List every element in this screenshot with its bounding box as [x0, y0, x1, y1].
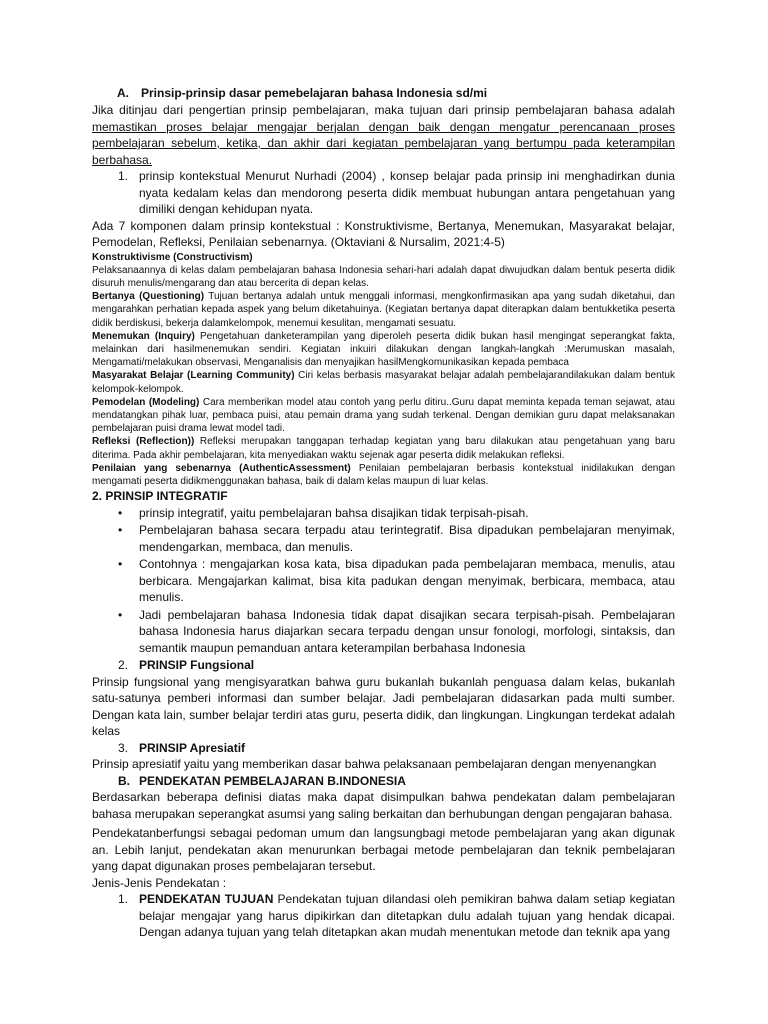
section-a-heading [92, 85, 675, 101]
integratif-heading: 2. PRINSIP INTEGRATIF [92, 489, 228, 504]
kontekstual-item [92, 168, 675, 218]
pendekatan-tujuan-number: 1. [118, 892, 129, 907]
bullet-icon: • [118, 607, 123, 622]
section-b-number: B. [118, 773, 130, 788]
komponen-desc: Ciri kelas berbasis masyarakat belajar adalah pembelajarandilakukan dalam bentuk kelompok-kelompok. [92, 370, 675, 395]
komponen-desc: Penilaian pembelajaran berbasis kontekstual inidilakukan dengan mengamati peserta didikmenggunakan bahasa, baik di dalam kelas maupun di luar kelas. [92, 462, 676, 487]
fungsional-heading [92, 657, 675, 674]
list-item [92, 522, 675, 555]
list-item-text: Contohnya : mengajarkan kosa kata, bisa dipadukan pada pembelajaran membaca, menulis, atau berbicara. Mengajarkan kalimat, bisa kita padukan dengan menyimak, berbicara, membaca, atau menulis. [139, 557, 675, 605]
document-body [92, 85, 675, 941]
section-b-heading [92, 773, 675, 790]
intro-underlined: memastikan proses belajar mengajar berjalan dengan baik dengan mengatur perencanaan proses pembelajaran sebelum, ketika, dan akhir dari kegiatan pembelajaran yang bertumpu pada keterampilan berbahasa. [92, 119, 675, 167]
komponen-term: Konstruktivisme (Constructivism) [92, 251, 253, 263]
kontekstual-item-text: prinsip kontekstual Menurut Nurhadi (2004) , konsep belajar pada prinsip ini menghadirkan dunia nyata kedalam kelas dan mendorong peserta didik membuat hubungan antara pengetahuan yang dimiliki dengan kehidupan nyata. [139, 169, 675, 216]
komponen-refleksi [92, 435, 675, 461]
komponen-menemukan [92, 330, 675, 370]
intro-lead: Jika ditinjau dari pengertian prinsip pembelajaran, maka tujuan dari prinsip pembelajaran bahasa adalah [92, 103, 675, 117]
pendekatan-tujuan-term: PENDEKATAN TUJUAN [139, 892, 274, 907]
jenis-label: Jenis-Jenis Pendekatan : [92, 875, 227, 890]
bullet-icon: • [118, 505, 123, 520]
bullet-icon: • [118, 557, 123, 572]
komponen-pemodelan [92, 396, 675, 436]
komponen-term: Masyarakat Belajar (Learning Community) [92, 370, 295, 382]
komponen-desc: Pelaksanaannya di kelas dalam pembelajaran bahasa Indonesia sehari-hari adalah dapat diwujudkan dalam bentuk peserta didik disuruh menulis/mengarang dan atau bercerita di depan kelas. [92, 264, 675, 289]
apresiatif-title: PRINSIP Apresiatif [139, 740, 246, 755]
section-a-title: Prinsip-prinsip dasar pemebelajaran bahasa Indonesia sd/mi [141, 86, 488, 100]
komponen-term: Menemukan (Inquiry) [92, 330, 195, 342]
komponen-desc: Refleksi merupakan tanggapan terhadap kegiatan yang baru dilakukan atau pengetahuan yang baru diterima. Pada akhir pembelajaran, kita menyediakan waktu sejenak agar peserta didik melakukan refleksi. [92, 436, 676, 461]
komponen-desc: Pengetahuan danketerampilan yang diperoleh peserta didik bukan hasil mengingat seperangkat fakta, melainkan dari hasilmenemukan sendiri. Kegiatan inkuiri dilakukan dengan langkah-langkah :Merumuskan masalah, Mengamati/melakukan observasi, Menganalisis dan menyajikan hasilMengkomunikasikan kepada pembaca [92, 330, 675, 369]
fungsional-number: 2. [118, 658, 129, 673]
intro-paragraph [92, 102, 675, 168]
apresiatif-number: 3. [118, 740, 129, 755]
pendekatan-tujuan-item [92, 891, 675, 941]
komponen-term: Penilaian yang sebenarnya (AuthenticAssessment) [92, 462, 351, 474]
list-item-text: prinsip integratif, yaitu pembelajaran bahsa disajikan tidak terpisah-pisah. [139, 505, 529, 520]
kontekstual-item-number: 1. [118, 169, 129, 183]
komponen-term: Pemodelan (Modeling) [92, 396, 200, 408]
bullet-icon: • [118, 523, 123, 538]
list-item-text: Jadi pembelajaran bahasa Indonesia tidak dapat disajikan secara terpisah-pisah. Pembelajaran bahasa Indonesia harus diajarkan secara terpadu dengan unsur fonologi, morfologi, sintaksis, dan semantik maupun pemanduan antara keterampilan berbahasa Indonesia [139, 607, 675, 655]
komponen-paragraph: Ada 7 komponen dalam prinsip kontekstual : Konstruktivisme, Bertanya, Menemukan, Masyarakat belajar, Pemodelan, Refleksi, Penilaian sebenarnya. (Oktaviani & Nursalim, 2021:4-5) [92, 218, 675, 249]
list-item [92, 607, 675, 657]
komponen-term: Refleksi (Reflection)) [92, 436, 195, 448]
apresiatif-heading [92, 740, 675, 757]
komponen-desc: Cara memberikan model atau contoh yang perlu ditiru..Guru dapat meminta kepada teman sejawat, atau mendatangkan pihak luar, pembaca puisi, atau pemain drama yang sudah terkenal. Dengan demikian guru dapat melaksanakan pembelajaran puisi drama lewat model tadi. [92, 396, 675, 435]
list-item [92, 505, 675, 522]
pendekatan-tujuan-body [139, 891, 675, 941]
fungsional-title: PRINSIP Fungsional [139, 658, 255, 673]
komponen-penilaian [92, 462, 675, 488]
komponen-bertanya [92, 290, 675, 330]
section-b-paragraph-1: Berdasarkan beberapa definisi diatas maka dapat disimpulkan bahwa pendekatan dalam pembelajaran bahasa merupakan seperangkat asumsi yang saling berkaitan dan berhubungan dengan pengajaran bahasa. [92, 790, 675, 821]
komponen-konstruktivisme [92, 251, 675, 291]
list-item [92, 556, 675, 606]
section-a-number: A. [117, 86, 129, 100]
integratif-bullet-list [92, 505, 675, 657]
list-item-text: Pembelajaran bahasa secara terpadu atau terintegratif. Bisa dipadukan pembelajaran menyimak, mendengarkan, membaca, dan menulis. [139, 523, 675, 554]
section-b-paragraph-2: Pendekatanberfungsi sebagai pedoman umum dan langsungbagi metode pembelajaran yang akan digunak an. Lebih lanjut, pendekatan akan menurunkan berbagai metode pembelajaran dan teknik pembelajaran yang dapat digunakan proses pembelajaran tersebut. [92, 826, 675, 874]
fungsional-text: Prinsip fungsional yang mengisyaratkan bahwa guru bukanlah bukanlah penguasa dalam kelas, bukanlah satu-satunya pemberi informasi dan sumber belajar. Jadi pembelajaran didasarkan pada multi sumber. Dengan kata lain, sumber belajar terdiri atas guru, peserta didik, dan lingkungan. Lingkungan terdekat adalah kelas [92, 674, 675, 739]
section-b-title: PENDEKATAN PEMBELAJARAN B.INDONESIA [139, 773, 406, 788]
komponen-masyarakat-belajar [92, 369, 675, 395]
komponen-desc: Tujuan bertanya adalah untuk menggali informasi, mengkonfirmasikan apa yang sudah diketahui, dan mengarahkan perhatian kepada aspek yang belum diketahuinya. (Kegiatan bertanya dapat diterapkan dalam bentukketika peserta didik berdiskusi, bekerja dalamkelompok, menemui kesulitan, mengamati sesuatu. [92, 291, 675, 329]
apresiatif-text: Prinsip apresiatif yaitu yang memberikan dasar bahwa pelaksanaan pembelajaran dengan menyenangkan [92, 757, 657, 772]
pendekatan-tujuan-text: Pendekatan tujuan dilandasi oleh pemikiran bahwa dalam setiap kegiatan belajar mengajar yang harus dipikirkan dan ditetapkan dulu adalah tujuan yang hendak dicapai. Dengan adanya tujuan yang telah ditetapkan akan mudah menentukan metode dan teknik apa yang [139, 892, 675, 940]
komponen-term: Bertanya (Questioning) [92, 291, 205, 303]
